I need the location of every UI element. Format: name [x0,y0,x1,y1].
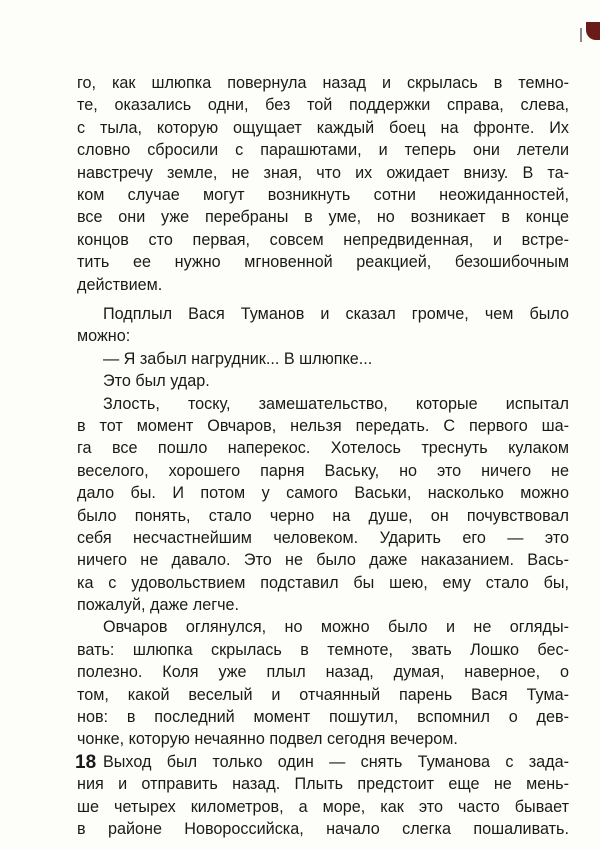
text-line: Подплыл Вася Туманов и сказал громче, чем было [103,305,569,323]
text-line: дало бы. И потом у самого Васьки, насколько можно [77,484,569,503]
text-line: в районе Новороссийска, начало слегка пошаливать. [77,819,569,838]
text-line: Злость, тоску, замешательство, которые испытал [103,394,569,413]
text-line: га все пошло наперекос. Хотелось треснуть кулаком [77,439,569,458]
text-line: Выход был только один — снять Туманова с зада- [103,752,569,771]
text-line: ка с удовольствием подставил бы шею, ему стало бы, [77,573,569,592]
text-line: ничего не давало. Это не было даже наказанием. Вась- [77,551,569,570]
text-line: концов сто первая, совсем непредвиденная, и встре- [77,230,569,249]
text-line: го, как шлюпка повернула назад и скрылась в темно- [77,74,569,92]
text-line: ния и отправить назад. Плыть предстоит еще не мень- [77,775,569,794]
text-line: — Я забыл нагрудник... В шлюпке... [103,349,373,368]
text-line: пожалуй, даже легче. [77,596,240,615]
paragraph-1 [77,72,569,296]
text-line: ше четырех километров, а море, как это часто бывает [77,797,569,816]
text-line: было понять, стало черно на душе, он почувствовал [77,506,569,525]
text-line: тить ее нужно мгновенной реакцией, безошибочным [77,253,569,272]
text-line: полезно. Коля уже плыл назад, думая, наверное, о [77,663,569,682]
text-line: можно: [77,327,131,346]
text-line: с тыла, которую ощущает каждый боец на фронте. Их [77,118,569,137]
page-edge-mark [586,22,600,40]
text-line: том, какой веселый и отчаянный парень Вася Тума- [77,685,569,704]
text-line: в тот момент Овчаров, нельзя передать. С первого ша- [77,416,569,435]
text-line: веселого, хорошего парня Ваську, но это ничего не [77,461,569,480]
text-line: действием. [77,275,163,294]
text-line: себя несчастнейшим человеком. Ударить его — это [77,528,569,547]
text-line: все они уже перебраны в уме, но возникает в конце [77,208,569,227]
text-line: нов: в последний момент пошутил, вспомнил о дев- [77,708,569,727]
paragraph-2 [77,303,569,840]
text-line: Это был удар. [103,372,210,391]
text-line: словно сбросили с парашютами, и теперь они летели [77,141,569,160]
page-number: 18 [75,752,97,773]
text-line: Овчаров оглянулся, но можно было и не огляды- [103,618,569,637]
text-line: те, оказались одни, без той поддержки справа, слева, [77,96,569,115]
page-edge-line [580,28,582,42]
text-line: чонке, которую нечаянно подвел сегодня вечером. [77,730,458,749]
text-line: ком случае могут возникнуть сотни неожиданностей, [77,185,569,204]
text-line: навстречу земле, не зная, что их ожидает внизу. В та- [77,163,569,182]
text-line: вать: шлюпка скрылась в темноте, звать Лошко бес- [77,640,569,659]
